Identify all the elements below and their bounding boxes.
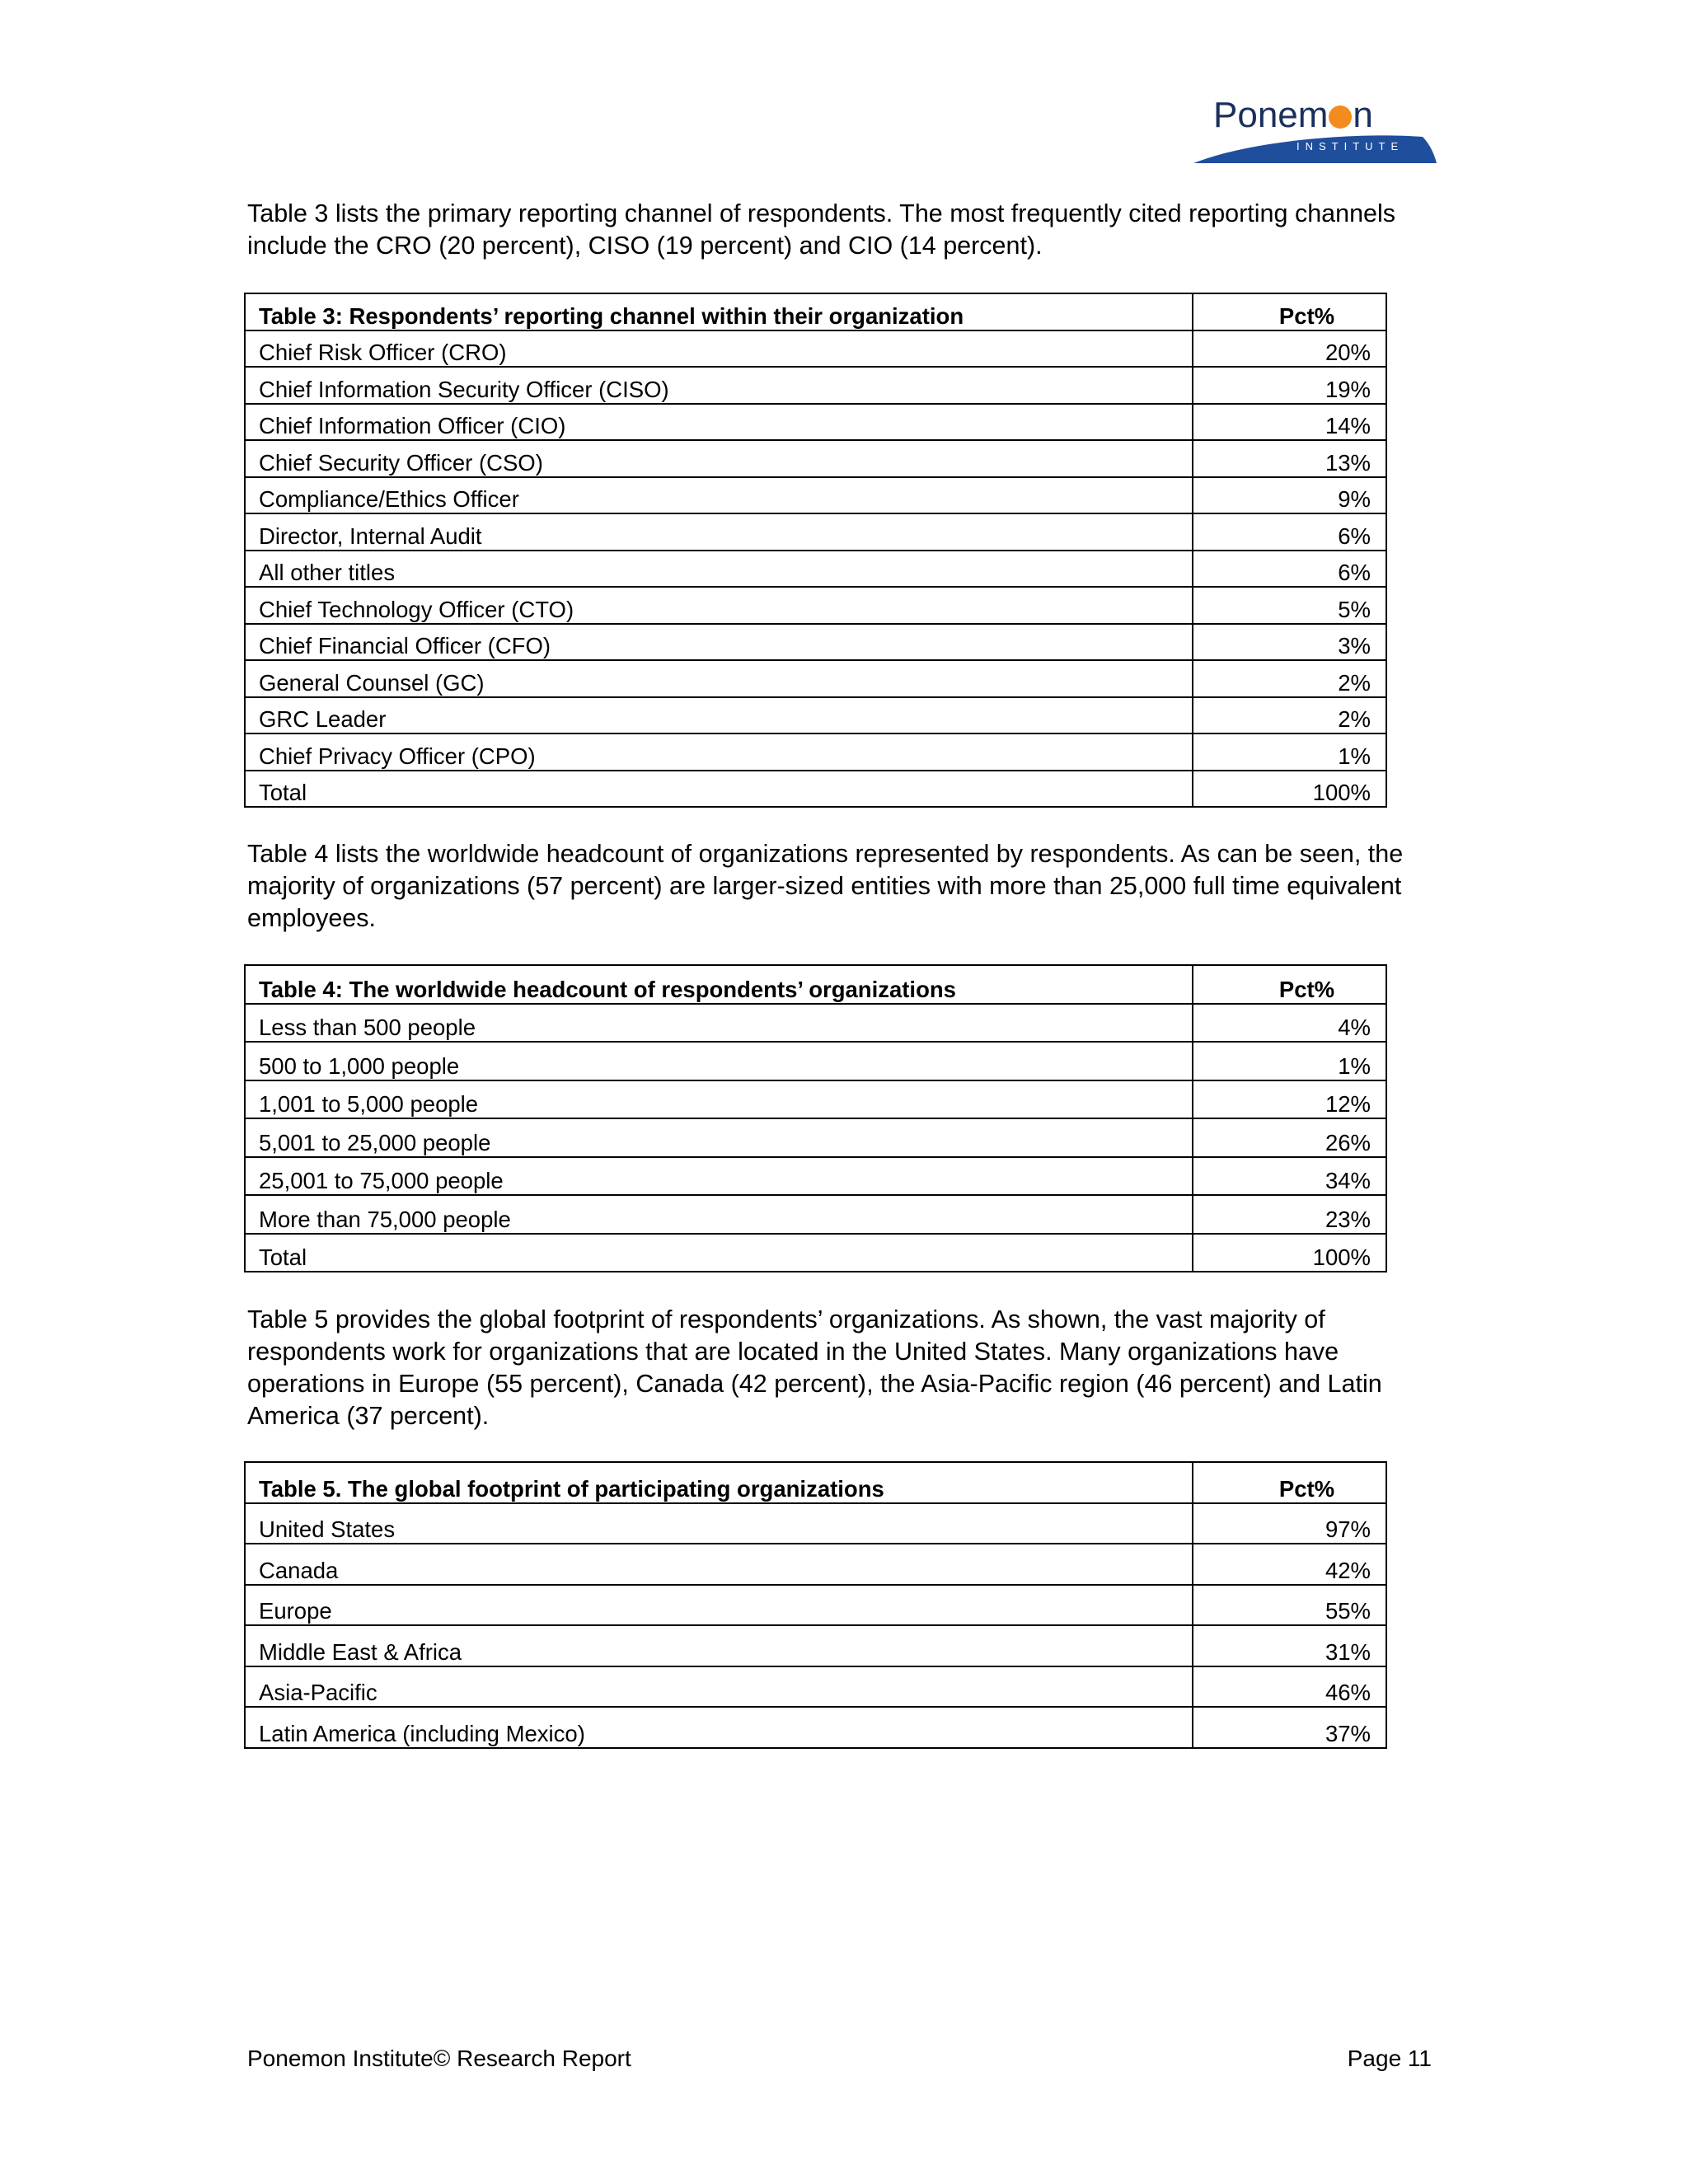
table-row: [245, 1585, 1386, 1626]
row-label: 1,001 to 5,000 people: [245, 1080, 1193, 1119]
table-header-row: [245, 293, 1386, 330]
table-row: [245, 624, 1386, 661]
row-pct-value: 55%: [1193, 1585, 1386, 1626]
row-label: Chief Information Security Officer (CISO): [245, 367, 1193, 404]
row-label: Chief Security Officer (CSO): [245, 440, 1193, 477]
table-title: Table 5. The global footprint of participating organizations: [245, 1462, 1193, 1503]
row-label: General Counsel (GC): [245, 660, 1193, 697]
logo-name-part1: Ponem: [1213, 95, 1329, 135]
row-label: Director, Internal Audit: [245, 513, 1193, 551]
table-row: [245, 477, 1386, 514]
table-row: [245, 440, 1386, 477]
table-row: [245, 367, 1386, 404]
table-row: [245, 1195, 1386, 1234]
row-pct-value: 19%: [1193, 367, 1386, 404]
row-pct-value: 2%: [1193, 697, 1386, 734]
row-pct-value: 26%: [1193, 1118, 1386, 1157]
row-pct-value: 31%: [1193, 1625, 1386, 1666]
row-label: United States: [245, 1503, 1193, 1544]
row-pct-value: 1%: [1193, 1042, 1386, 1080]
table-title: Table 4: The worldwide headcount of respondents’ organizations: [245, 965, 1193, 1004]
row-pct-value: 13%: [1193, 440, 1386, 477]
intro-paragraph-table5: Table 5 provides the global footprint of respondents’ organizations. As shown, the vast majority of respondents work for organizations that are located in the United States. Many organizations have operations in Europe (55 percent), Canada (42 percent), the Asia-Pacific region (46 percent) and Latin America (37 percent).: [247, 1305, 1382, 1430]
table-row: [245, 1157, 1386, 1196]
row-pct-value: 2%: [1193, 660, 1386, 697]
table-header-row: [245, 1462, 1386, 1503]
row-pct-value: 3%: [1193, 624, 1386, 661]
logo-wordmark: [1213, 97, 1373, 134]
row-pct-value: 42%: [1193, 1544, 1386, 1585]
row-pct-value: 97%: [1193, 1503, 1386, 1544]
row-label: Less than 500 people: [245, 1004, 1193, 1043]
table-row: [245, 1004, 1386, 1043]
row-label: Chief Privacy Officer (CPO): [245, 733, 1193, 771]
row-pct-value: 100%: [1193, 771, 1386, 808]
table-row: [245, 1625, 1386, 1666]
row-pct-value: 20%: [1193, 330, 1386, 368]
row-pct-value: 100%: [1193, 1234, 1386, 1272]
table-row: [245, 1080, 1386, 1119]
row-label: Asia-Pacific: [245, 1666, 1193, 1708]
row-pct-value: 12%: [1193, 1080, 1386, 1119]
row-pct-value: 1%: [1193, 733, 1386, 771]
row-label: GRC Leader: [245, 697, 1193, 734]
pct-column-header: Pct%: [1193, 293, 1386, 330]
table-header-row: [245, 965, 1386, 1004]
row-pct-value: 4%: [1193, 1004, 1386, 1043]
table-row: [245, 404, 1386, 441]
row-pct-value: 14%: [1193, 404, 1386, 441]
ponemon-logo: [1193, 91, 1437, 165]
table-row: [245, 771, 1386, 808]
table-row: [245, 697, 1386, 734]
table-row: [245, 1234, 1386, 1272]
table-worldwide-headcount: [244, 964, 1387, 1272]
table-row: [245, 1503, 1386, 1544]
footer-page-number: Page 11: [1347, 2046, 1432, 2071]
table-global-footprint: [244, 1461, 1387, 1749]
row-pct-value: 9%: [1193, 477, 1386, 514]
table-row: [245, 1544, 1386, 1585]
row-label: Canada: [245, 1544, 1193, 1585]
row-label: Middle East & Africa: [245, 1625, 1193, 1666]
row-pct-value: 23%: [1193, 1195, 1386, 1234]
row-label: Total: [245, 771, 1193, 808]
row-pct-value: 46%: [1193, 1666, 1386, 1708]
table-reporting-channel: [244, 293, 1387, 808]
table-row: [245, 1118, 1386, 1157]
row-label: More than 75,000 people: [245, 1195, 1193, 1234]
row-pct-value: 37%: [1193, 1707, 1386, 1748]
row-pct-value: 34%: [1193, 1157, 1386, 1196]
row-label: Europe: [245, 1585, 1193, 1626]
intro-paragraph-table4: Table 4 lists the worldwide headcount of organizations represented by respondents. As can be seen, the majority of organizations (57 percent) are larger-sized entities with more than 25,000 full time equivalent employees.: [247, 840, 1404, 932]
footer-report-name: Ponemon Institute© Research Report: [247, 2046, 631, 2071]
table-title: Table 3: Respondents’ reporting channel within their organization: [245, 293, 1193, 330]
row-label: 25,001 to 75,000 people: [245, 1157, 1193, 1196]
table-row: [245, 1666, 1386, 1708]
row-label: 500 to 1,000 people: [245, 1042, 1193, 1080]
table-row: [245, 733, 1386, 771]
table-row: [245, 513, 1386, 551]
table-row: [245, 1042, 1386, 1080]
pct-column-header: Pct%: [1193, 965, 1386, 1004]
row-label: Chief Financial Officer (CFO): [245, 624, 1193, 661]
row-pct-value: 5%: [1193, 587, 1386, 624]
row-label: Total: [245, 1234, 1193, 1272]
row-label: 5,001 to 25,000 people: [245, 1118, 1193, 1157]
table-row: [245, 1707, 1386, 1748]
table-row: [245, 551, 1386, 588]
logo-name-part2: n: [1353, 95, 1373, 135]
row-label: Compliance/Ethics Officer: [245, 477, 1193, 514]
row-pct-value: 6%: [1193, 513, 1386, 551]
logo-subtitle: INSTITUTE: [1296, 140, 1404, 152]
table-row: [245, 660, 1386, 697]
row-label: All other titles: [245, 551, 1193, 588]
table-row: [245, 330, 1386, 368]
row-label: Chief Risk Officer (CRO): [245, 330, 1193, 368]
logo-orange-dot-icon: [1329, 105, 1352, 129]
row-pct-value: 6%: [1193, 551, 1386, 588]
row-label: Latin America (including Mexico): [245, 1707, 1193, 1748]
row-label: Chief Technology Officer (CTO): [245, 587, 1193, 624]
row-label: Chief Information Officer (CIO): [245, 404, 1193, 441]
intro-paragraph-table3: Table 3 lists the primary reporting channel of respondents. The most frequently cited reporting channels include the CRO (20 percent), CISO (19 percent) and CIO (14 percent).: [247, 199, 1396, 260]
table-row: [245, 587, 1386, 624]
pct-column-header: Pct%: [1193, 1462, 1386, 1503]
